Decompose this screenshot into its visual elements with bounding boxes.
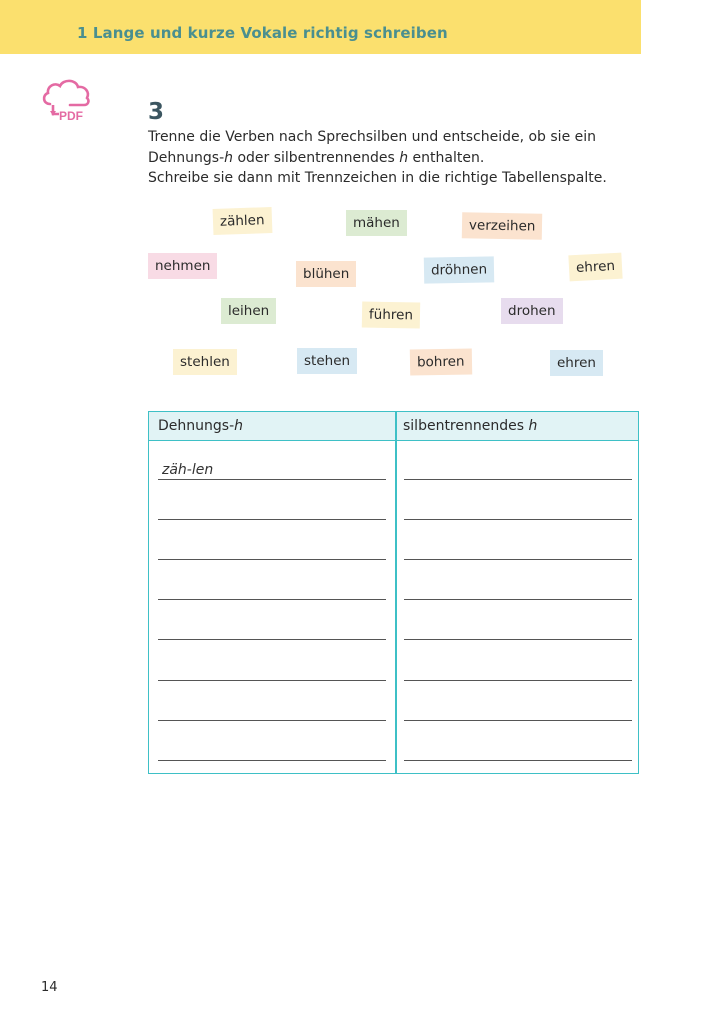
header-text: Dehnungs-	[158, 418, 235, 434]
cloud-download-pdf-icon[interactable]	[40, 78, 94, 126]
word-card: bohren	[410, 348, 472, 375]
table-header	[149, 412, 638, 441]
answer-line[interactable]	[404, 680, 632, 681]
word-card: stehlen	[173, 349, 237, 375]
word-card: nehmen	[148, 253, 217, 279]
column-header-dehnungs-h	[158, 418, 243, 434]
example-answer: zäh-len	[162, 462, 214, 478]
pdf-label: PDF	[59, 109, 83, 123]
answer-line[interactable]	[404, 479, 632, 480]
instruction-text: oder silbentrennendes	[233, 149, 400, 166]
answer-line[interactable]	[404, 559, 632, 560]
answer-line[interactable]	[158, 559, 386, 560]
chapter-header	[0, 0, 641, 54]
answer-line[interactable]	[404, 720, 632, 721]
answer-table	[148, 411, 639, 774]
instruction-line-1: Trenne die Verben nach Sprechsilben und entscheide, ob sie ein	[148, 129, 597, 145]
word-card: drohen	[501, 298, 563, 324]
answer-line[interactable]	[158, 519, 386, 520]
answer-line[interactable]	[158, 479, 386, 480]
answer-line[interactable]	[404, 599, 632, 600]
column-header-silbentrennendes-h	[403, 418, 537, 434]
word-card: ehren	[568, 253, 622, 282]
answer-line[interactable]	[404, 639, 632, 640]
answer-line[interactable]	[404, 760, 632, 761]
answer-line[interactable]	[158, 680, 386, 681]
header-text: silbentrennendes	[403, 418, 529, 434]
page-number: 14	[41, 980, 58, 995]
instruction-line-2	[148, 148, 628, 169]
word-card: mähen	[346, 210, 407, 236]
instruction-italic-h: h	[224, 149, 233, 166]
instruction-italic-h: h	[399, 149, 409, 166]
exercise-number: 3	[148, 99, 165, 125]
instruction-text: enthalten.	[408, 149, 485, 166]
word-card: ehren	[550, 350, 603, 376]
word-card: leihen	[221, 298, 276, 324]
word-card: führen	[362, 301, 420, 328]
word-card: zählen	[213, 207, 272, 235]
column-divider	[395, 412, 397, 773]
word-card: verzeihen	[462, 212, 543, 239]
instruction-line-3: Schreibe sie dann mit Trennzeichen in die richtige Tabellenspalte.	[148, 170, 607, 186]
answer-line[interactable]	[404, 519, 632, 520]
chapter-title: 1 Lange und kurze Vokale richtig schreiben	[77, 24, 448, 42]
answer-line[interactable]	[158, 599, 386, 600]
instruction-text: Dehnungs-	[148, 149, 225, 166]
exercise-instructions	[148, 127, 628, 189]
answer-line[interactable]	[158, 760, 386, 761]
answer-line[interactable]	[158, 639, 386, 640]
header-italic-h: h	[528, 418, 538, 434]
word-card: dröhnen	[424, 256, 495, 283]
word-card: blühen	[296, 261, 356, 287]
word-card: stehen	[297, 348, 357, 374]
header-italic-h: h	[234, 418, 243, 434]
answer-line[interactable]	[158, 720, 386, 721]
